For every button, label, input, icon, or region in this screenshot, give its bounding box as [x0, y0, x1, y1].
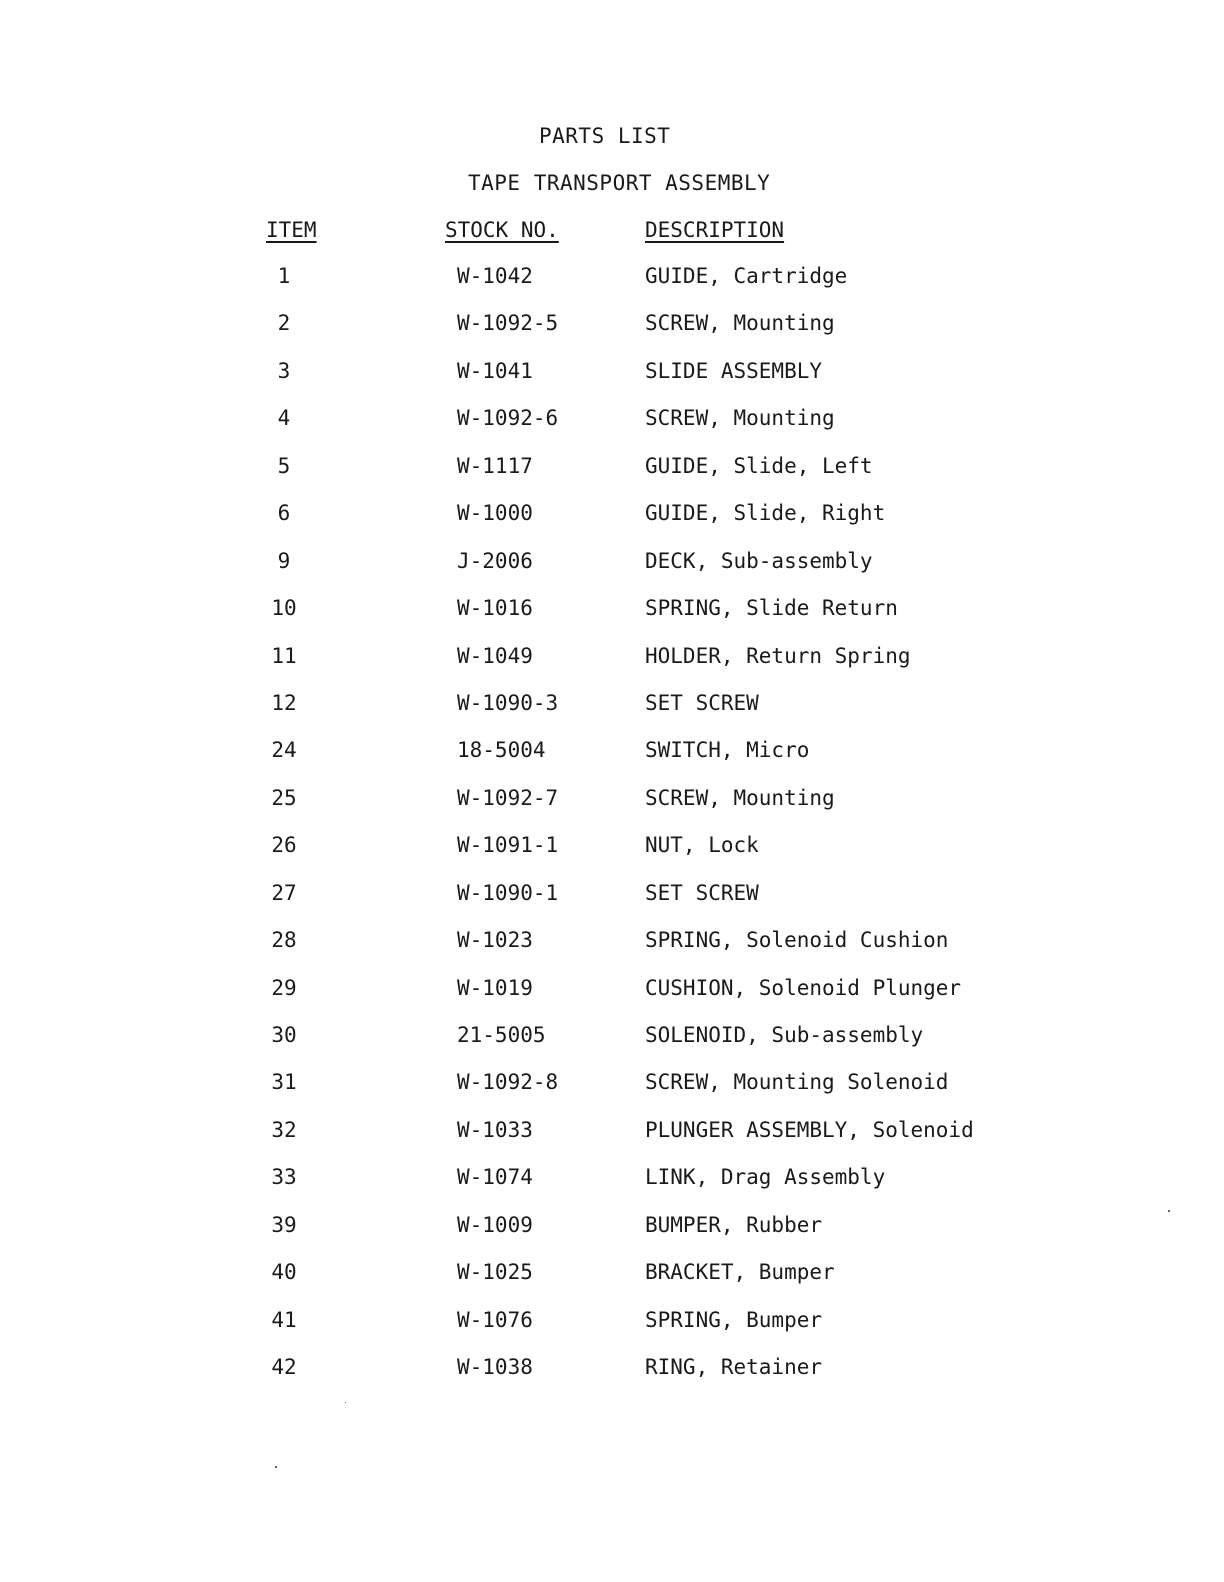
- scan-speck: [345, 1402, 346, 1403]
- stock-number: W-1117: [457, 453, 533, 478]
- item-number: 40: [271, 1260, 297, 1285]
- stock-number: W-1000: [457, 501, 533, 526]
- page-subtitle: TAPE TRANSPORT ASSEMBLY: [468, 171, 771, 195]
- table-row: [0, 976, 1224, 1023]
- part-description: CUSHION, Solenoid Plunger: [645, 975, 962, 1000]
- stock-number: W-1092-7: [457, 785, 559, 810]
- item-number: 33: [271, 1165, 297, 1190]
- part-description: SLIDE ASSEMBLY: [645, 358, 823, 383]
- stock-number: W-1009: [457, 1212, 533, 1237]
- item-number: 11: [271, 643, 297, 668]
- table-row: [0, 1023, 1224, 1070]
- part-description: RING, Retainer: [645, 1355, 823, 1380]
- table-row: [0, 881, 1224, 928]
- part-description: SPRING, Bumper: [645, 1307, 823, 1332]
- table-row: [0, 454, 1224, 501]
- table-row: [0, 406, 1224, 453]
- part-description: GUIDE, Slide, Left: [645, 453, 873, 478]
- stock-number: W-1074: [457, 1165, 533, 1190]
- table-row: [0, 1355, 1224, 1402]
- table-row: [0, 786, 1224, 833]
- stock-number: W-1033: [457, 1117, 533, 1142]
- part-description: PLUNGER ASSEMBLY, Solenoid: [645, 1117, 974, 1142]
- item-number: 24: [271, 738, 297, 763]
- stock-number: W-1090-1: [457, 880, 559, 905]
- table-row: [0, 264, 1224, 311]
- item-number: 39: [271, 1212, 297, 1237]
- item-number: 5: [277, 453, 291, 478]
- stock-number: W-1092-6: [457, 406, 559, 431]
- column-header-item: ITEM: [266, 218, 317, 242]
- part-description: GUIDE, Slide, Right: [645, 501, 886, 526]
- part-description: SCREW, Mounting: [645, 311, 835, 336]
- table-row: [0, 596, 1224, 643]
- table-row: [0, 1213, 1224, 1260]
- table-row: [0, 1118, 1224, 1165]
- stock-number: W-1092-5: [457, 311, 559, 336]
- stock-number: W-1042: [457, 264, 533, 288]
- item-number: 1: [277, 264, 291, 288]
- table-row: [0, 549, 1224, 596]
- item-number: 41: [271, 1307, 297, 1332]
- table-header: [0, 218, 1224, 248]
- part-description: BRACKET, Bumper: [645, 1260, 835, 1285]
- scan-speck: [1168, 1210, 1170, 1212]
- parts-table-body: [0, 264, 1224, 1403]
- item-number: 6: [277, 501, 291, 526]
- item-number: 12: [271, 690, 297, 715]
- part-description: SPRING, Slide Return: [645, 596, 898, 621]
- table-row: [0, 833, 1224, 880]
- column-header-description: DESCRIPTION: [645, 218, 785, 242]
- stock-number: W-1076: [457, 1307, 533, 1332]
- item-number: 3: [277, 358, 291, 383]
- table-row: [0, 501, 1224, 548]
- stock-number: W-1041: [457, 358, 533, 383]
- stock-number: 18-5004: [457, 738, 546, 763]
- table-row: [0, 1165, 1224, 1212]
- part-description: SET SCREW: [645, 690, 759, 715]
- stock-number: W-1049: [457, 643, 533, 668]
- stock-number: W-1016: [457, 596, 533, 621]
- stock-number: W-1023: [457, 928, 533, 953]
- item-number: 26: [271, 833, 297, 858]
- table-row: [0, 738, 1224, 785]
- item-number: 42: [271, 1355, 297, 1380]
- page-title: PARTS LIST: [539, 124, 671, 148]
- item-number: 9: [277, 548, 291, 573]
- table-row: [0, 1308, 1224, 1355]
- table-row: [0, 359, 1224, 406]
- item-number: 32: [271, 1117, 297, 1142]
- part-description: SCREW, Mounting: [645, 406, 835, 431]
- item-number: 28: [271, 928, 297, 953]
- stock-number: W-1091-1: [457, 833, 559, 858]
- part-description: DECK, Sub-assembly: [645, 548, 873, 573]
- stock-number: W-1090-3: [457, 690, 559, 715]
- item-number: 25: [271, 785, 297, 810]
- table-row: [0, 1260, 1224, 1307]
- stock-number: W-1092-8: [457, 1070, 559, 1095]
- table-row: [0, 928, 1224, 975]
- scan-speck: [275, 1466, 277, 1468]
- part-description: SOLENOID, Sub-assembly: [645, 1023, 924, 1047]
- part-description: BUMPER, Rubber: [645, 1212, 823, 1237]
- item-number: 10: [271, 596, 297, 621]
- part-description: GUIDE, Cartridge: [645, 264, 848, 288]
- stock-number: W-1019: [457, 975, 533, 1000]
- stock-number: W-1038: [457, 1355, 533, 1380]
- item-number: 27: [271, 880, 297, 905]
- table-row: [0, 691, 1224, 738]
- item-number: 2: [277, 311, 291, 336]
- part-description: SPRING, Solenoid Cushion: [645, 928, 949, 953]
- part-description: SET SCREW: [645, 880, 759, 905]
- table-row: [0, 1070, 1224, 1117]
- table-row: [0, 644, 1224, 691]
- item-number: 29: [271, 975, 297, 1000]
- stock-number: W-1025: [457, 1260, 533, 1285]
- part-description: SCREW, Mounting Solenoid: [645, 1070, 949, 1095]
- stock-number: 21-5005: [457, 1023, 546, 1047]
- item-number: 4: [277, 406, 291, 431]
- part-description: LINK, Drag Assembly: [645, 1165, 886, 1190]
- stock-number: J-2006: [457, 548, 533, 573]
- part-description: SWITCH, Micro: [645, 738, 810, 763]
- column-header-stock-no: STOCK NO.: [445, 218, 559, 242]
- item-number: 31: [271, 1070, 297, 1095]
- table-row: [0, 311, 1224, 358]
- item-number: 30: [271, 1023, 297, 1047]
- part-description: HOLDER, Return Spring: [645, 643, 911, 668]
- part-description: NUT, Lock: [645, 833, 759, 858]
- part-description: SCREW, Mounting: [645, 785, 835, 810]
